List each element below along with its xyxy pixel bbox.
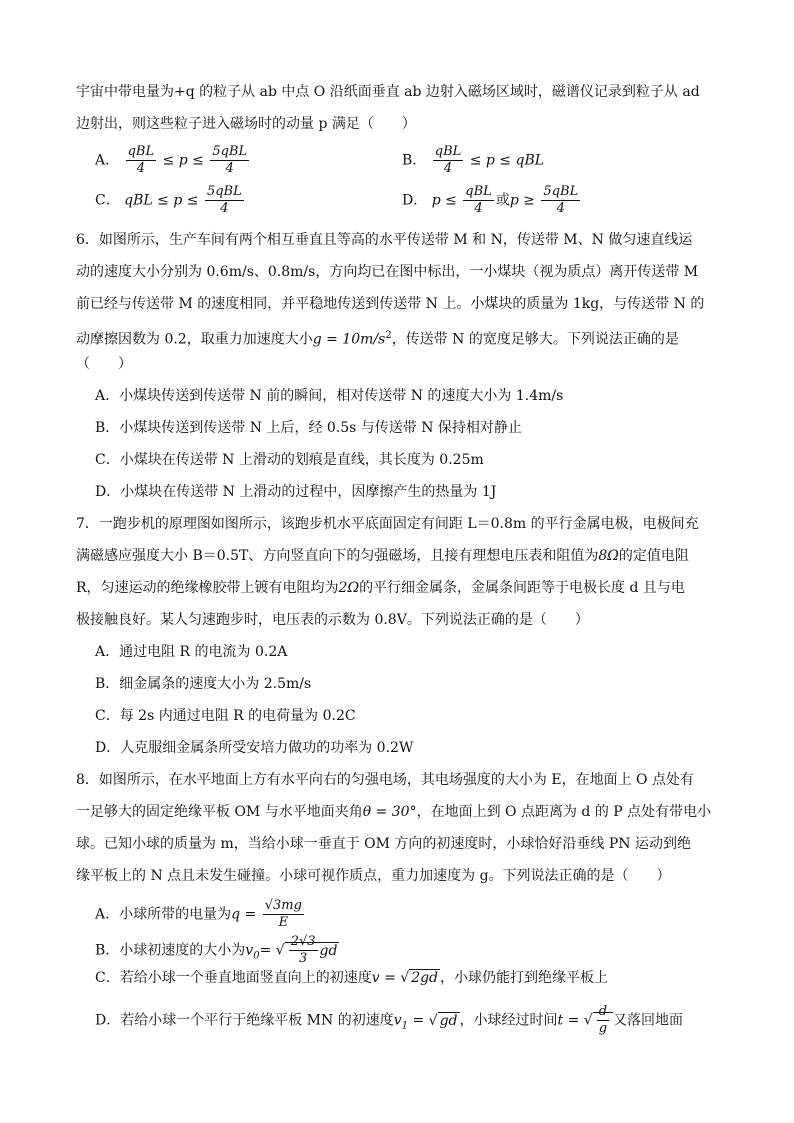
q7-option-d: D．人克服细金属条所受安培力做功的功率为 0.2W (95, 740, 414, 756)
q8-option-a: A．小球所带的电量为q = $\frac{√3mg}{E}$ (95, 898, 302, 930)
q6-stem-line5: （ ） (76, 356, 132, 372)
q7-option-a: A．通过电阻 R 的电流为 0.2A (95, 644, 288, 660)
q6-option-b: B．小煤块传送到传送带 N 上后，经 0.5s 与传送带 N 保持相对静止 (95, 420, 522, 436)
q7-stem-line2: 满磁感应强度大小 B＝0.5T、方向竖直向下的匀强磁场，且接有理想电压表和阻值为8Ω的定值电阻 (76, 548, 689, 564)
q7-stem-line3: R，匀速运动的绝缘橡胶带上镀有电阻均为2Ω的平行细金属条，金属条间距等于电极长度 d 且与电 (76, 580, 685, 596)
q7-option-c: C．每 2s 内通过电阻 R 的电荷量为 0.2C (95, 708, 356, 724)
q6-option-d: D．小煤块在传送带 N 上滑动的过程中，因摩擦产生的热量为 1J (95, 484, 497, 500)
q8-option-c: C．若给小球一个垂直地面竖直向上的初速度v = √ 2gd ，小球仍能打到绝缘平板上 (95, 970, 609, 986)
q5-stem-line2: 边射出，则这些粒子进入磁场时的动量 p 满足（ ） (76, 116, 416, 132)
q7-stem-line4: 极接触良好。某人匀速跑步时，电压表的示数为 0.8V。下列说法正确的是（ ） (76, 612, 589, 628)
q6-stem-line2: 动的速度大小分别为 0.6m/s、0.8m/s，方向均已在图中标出，一小煤块（视为质点）离开传送带 M (76, 264, 699, 280)
q5-option-d: D． p ≤ $\frac{\text{qBL}}{4}$ 或p ≥ $\frac{\text{5qBL}}{4}$ (402, 184, 579, 216)
q5-a-frac2: $\frac{\text{5qBL}}{4}$ (212, 144, 248, 176)
q8-option-b: B．小球初速度的大小为$v_0=$ √ $\frac{2√3}{3}$ gd (95, 934, 338, 966)
q6-stem-line1: 6．如图所示，生产车间有两个相互垂直且等高的水平传送带 M 和 N，传送带 M、N 做匀速直线运 (76, 232, 693, 248)
q5-option-a: A． $\frac{\text{qBL}}{4}$ ≤ p ≤ $\frac{\text{5qBL}}{4}$ (95, 144, 248, 176)
q6-stem-line3: 前已经与传送带 M 的速度相同，并平稳地传送到传送带 N 上。小煤块的质量为 1kg，与传送带 N 的 (76, 296, 705, 312)
q8-stem-line3: 球。已知小球的质量为 m，当给小球一垂直于 OM 方向的初速度时，小球恰好沿垂线 PN 运动到绝 (76, 836, 692, 852)
q8-stem-line1: 8．如图所示，在水平地面上方有水平向右的匀强电场，其电场强度的大小为 E，在地面上 O 点处有 (76, 772, 694, 788)
q5-stem-line1: 宇宙中带电量为+q 的粒子从 ab 中点 O 沿纸面垂直 ab 边射入磁场区域时，磁谱仪记录到粒子从 ad (76, 84, 700, 100)
q5-a-frac1: $\frac{\text{qBL}}{4}$ (127, 144, 155, 176)
q6-option-a: A．小煤块传送到传送带 N 前的瞬间，相对传送带 N 的速度大小为 1.4m/s (95, 388, 564, 404)
q7-stem-line1: 7．一跑步机的原理图如图所示，该跑步机水平底面固定有间距 L＝0.8m 的平行金属电极，电极间充 (76, 516, 699, 532)
q8-stem-line4: 缘平板上的 N 点且未发生碰撞。小球可视作质点，重力加速度为 g。下列说法正确的是（ ） (76, 868, 671, 884)
q7-option-b: B．细金属条的速度大小为 2.5m/s (95, 676, 312, 692)
q6-stem-line4: 动摩擦因数为 0.2，取重力加速度大小$g = 10m/s^2$，传送带 N 的宽度足够大。下列说法正确的是 (76, 330, 679, 348)
q5-option-c: C． qBL ≤ p ≤ $\frac{\text{5qBL}}{4}$ (95, 184, 242, 216)
q8-stem-line2: 一足够大的固定绝缘平板 OM 与水平地面夹角θ = 30°，在地面上到 O 点距离为 d 的 P 点处有带电小 (76, 804, 712, 820)
q8-option-d: D．若给小球一个平行于绝缘平板 MN 的初速度$v_1$ = √ gd ，小球经过时间t = √ $\frac{d}{g}$ 又落回地面 (95, 1004, 684, 1036)
q6-option-c: C．小煤块在传送带 N 上滑动的划痕是直线，其长度为 0.25m (95, 452, 484, 468)
q5-option-b: B． $\frac{\text{qBL}}{4}$ ≤ p ≤ qBL (402, 144, 545, 176)
